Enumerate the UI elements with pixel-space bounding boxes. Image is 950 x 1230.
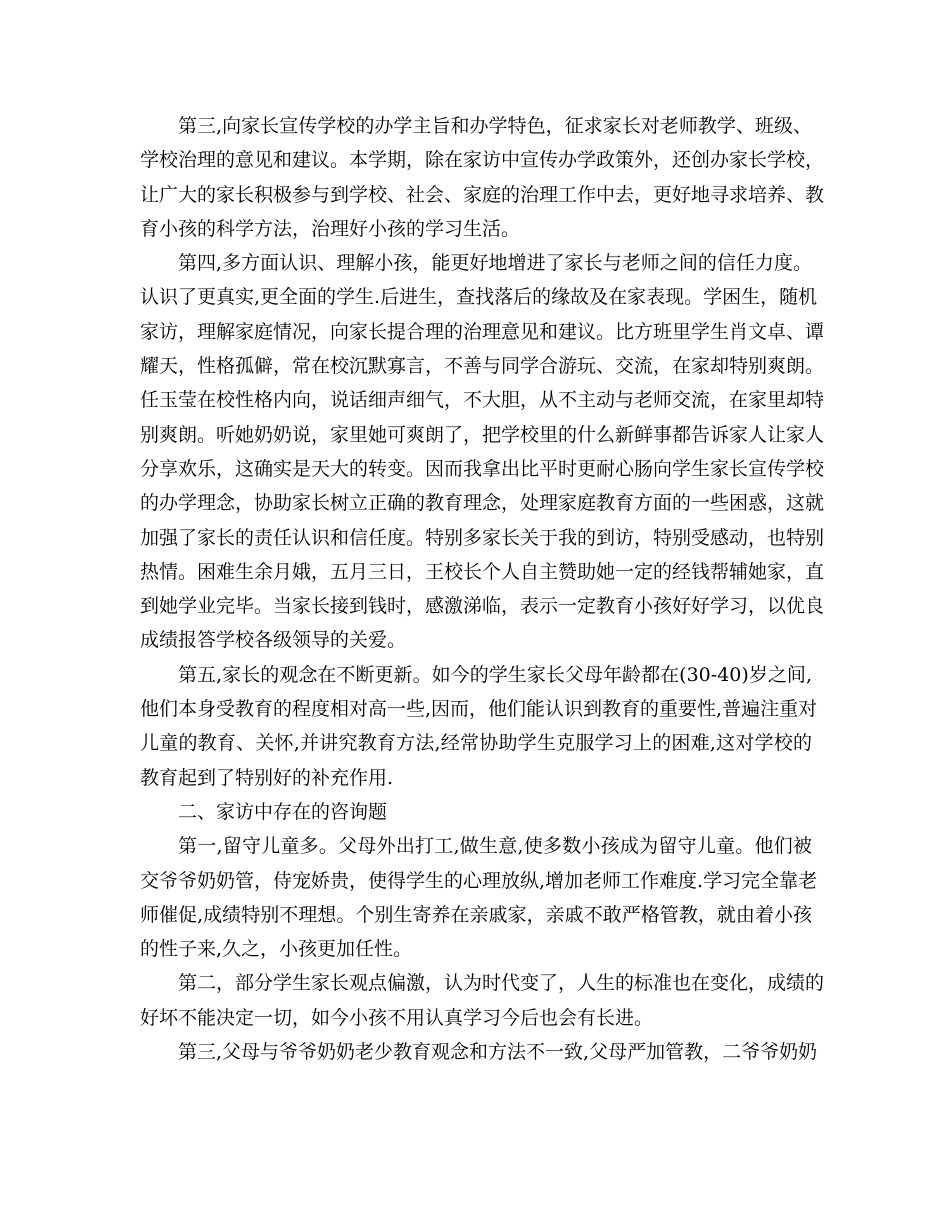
- text-line: 加强了家长的责任认识和信任度。特别多家长关于我的到访，特别受感动，也特别: [140, 526, 825, 549]
- text-line: 的办学理念，协助家长树立正确的教育理念，处理家庭教育方面的一些困惑，这就: [140, 492, 825, 515]
- text-line: 好坏不能决定一切，如今小孩不用认真学习今后也会有长进。: [140, 1006, 654, 1029]
- text-line: 任玉莹在校性格内向，说话细声细气，不大胆，从不主动与老师交流，在家里却特: [140, 389, 825, 412]
- text-line: 成绩报答学校各级领导的关爱。: [140, 629, 407, 652]
- text-line: 学校治理的意见和建议。本学期，除在家访中宣传办学政策外，还创办家长学校，: [140, 149, 825, 172]
- text-line: 第二，部分学生家长观点偏激，认为时代变了，人生的标准也在变化，成绩的: [178, 972, 825, 995]
- text-line: 第一,留守儿童多。父母外出打工,做生意,使多数小孩成为留守儿童。他们被: [178, 835, 812, 858]
- text-line: 育小孩的科学方法，治理好小孩的学习生活。: [140, 217, 521, 240]
- text-line: 到她学业完毕。当家长接到钱时，感激涕临，表示一定教育小孩好好学习，以优良: [140, 595, 825, 618]
- text-line: 教育起到了特别好的补充作用.: [140, 766, 394, 789]
- text-line: 交爷爷奶奶管，侍宠娇贵，使得学生的心理放纵,增加老师工作难度.学习完全靠老: [140, 869, 818, 892]
- text-line: 第四,多方面认识、理解小孩，能更好地增进了家长与老师之间的信任力度。: [178, 252, 812, 275]
- text-line: 家访，理解家庭情况，向家长提合理的治理意见和建议。比方班里学生肖文卓、谭: [140, 320, 825, 343]
- text-line: 热情。困难生余月娥，五月三日，王校长个人自主赞助她一定的经钱帮辅她家，直: [140, 560, 825, 583]
- text-line: 耀天，性格孤僻，常在校沉默寡言，不善与同学合游玩、交流，在家却特别爽朗。: [140, 355, 825, 378]
- text-line: 认识了更真实,更全面的学生.后进生，查找落后的缘故及在家表现。学困生，随机: [140, 286, 818, 309]
- text-line: 儿童的教育、关怀,并讲究教育方法,经常协助学生克服学习上的困难,这对学校的: [140, 732, 812, 755]
- text-line: 第三,向家长宣传学校的办学主旨和办学特色，征求家长对老师教学、班级、: [178, 115, 812, 137]
- text-line: 让广大的家长积极参与到学校、社会、家庭的治理工作中去，更好地寻求培养、教: [140, 183, 825, 206]
- text-line: 第五,家长的观念在不断更新。如今的学生家长父母年龄都在(30-40)岁之间,: [178, 663, 812, 686]
- text-line: 他们本身受教育的程度相对高一些,因而，他们能认识到教育的重要性,普遍注重对: [140, 698, 818, 721]
- text-line: 的性子来,久之，小孩更加任性。: [140, 938, 413, 961]
- text-line: 师催促,成绩特别不理想。个别生寄养在亲戚家，亲戚不敢严格管教，就由着小孩: [140, 903, 812, 926]
- text-line: 别爽朗。听她奶奶说，家里她可爽朗了，把学校里的什么新鲜事都告诉家人让家人: [140, 423, 825, 446]
- document-page: [140, 109, 825, 1069]
- text-line: 分享欢乐，这确实是天大的转变。因而我拿出比平时更耐心肠向学生家长宣传学校: [140, 457, 825, 480]
- text-line: 二、家访中存在的咨询题: [178, 800, 388, 823]
- text-line: 第三,父母与爷爷奶奶老少教育观念和方法不一致,父母严加管教，二爷爷奶奶: [178, 1041, 818, 1064]
